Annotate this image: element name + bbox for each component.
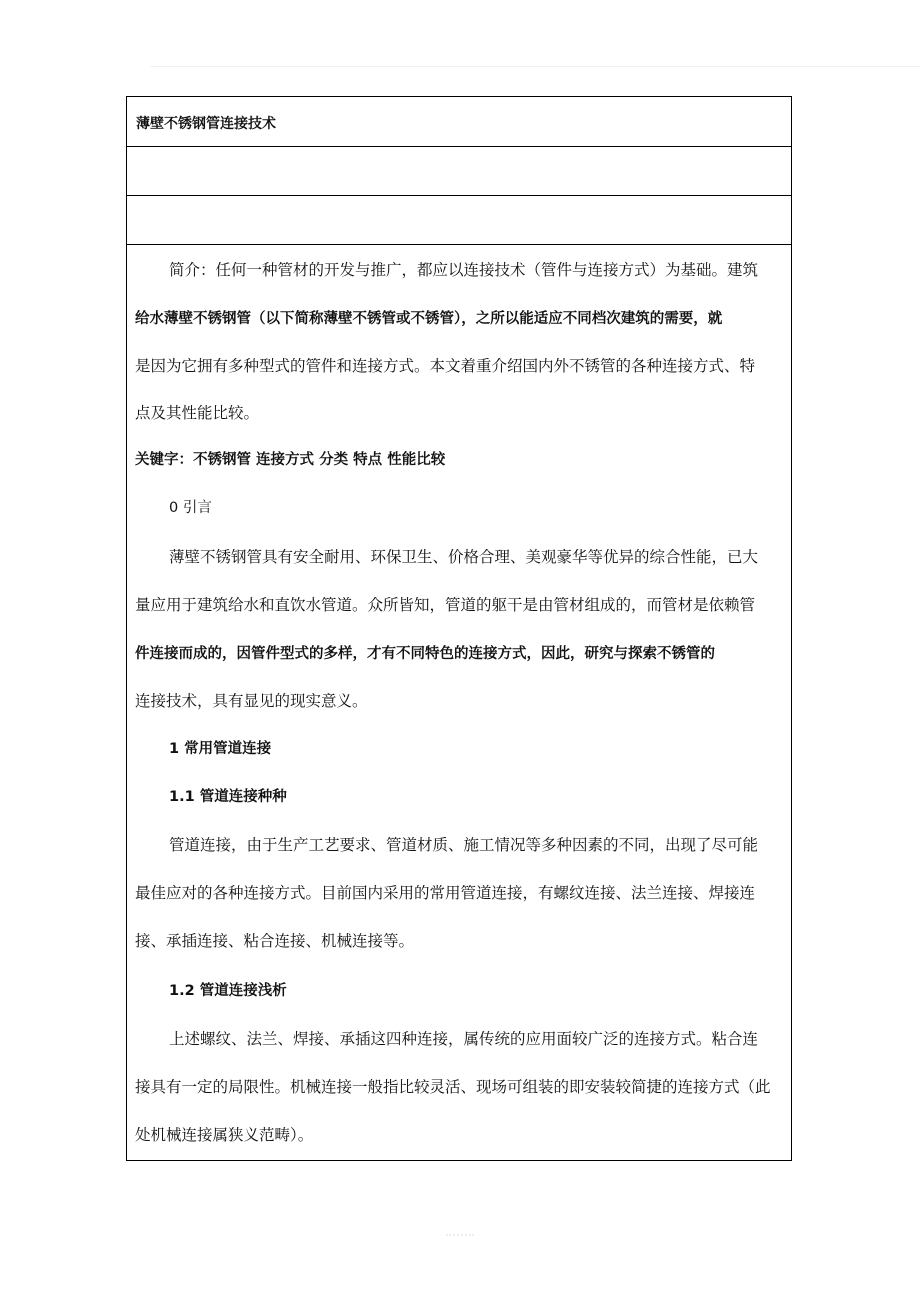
paragraph-line: 连接技术，具有显见的现实意义。: [135, 692, 368, 710]
document-table: [126, 96, 792, 1161]
title-row: [127, 97, 791, 147]
document-title: 薄壁不锈钢管连接技术: [136, 116, 276, 132]
paragraph-line: 件连接而成的，因管件型式的多样，才有不同特色的连接方式，因此，研究与探索不锈管的: [135, 646, 715, 662]
subsection-heading: 1.2 管道连接浅析: [169, 983, 287, 999]
section-heading: 1 常用管道连接: [169, 741, 272, 757]
paragraph-line: 上述螺纹、法兰、焊接、承插这四种连接，属传统的应用面较广泛的连接方式。粘合连: [169, 1030, 759, 1048]
paragraph-line: 薄壁不锈钢管具有安全耐用、环保卫生、价格合理、美观豪华等优异的综合性能，已大: [169, 548, 759, 566]
paragraph-line: 接具有一定的局限性。机械连接一般指比较灵活、现场可组装的即安装较简捷的连接方式（此: [135, 1078, 771, 1096]
paragraph-line: 接、承插连接、粘合连接、机械连接等。: [135, 932, 415, 950]
abstract-line: 点及其性能比较。: [135, 404, 260, 422]
abstract-line: 给水薄壁不锈钢管（以下简称薄壁不锈管或不锈管），之所以能适应不同档次建筑的需要，就: [135, 311, 723, 327]
abstract-line: 是因为它拥有多种型式的管件和连接方式。本文着重介绍国内外不锈管的各种连接方式、特: [135, 357, 756, 375]
page-header-rule: [150, 66, 920, 67]
page-footer-mark: [446, 1234, 474, 1236]
paragraph-line: 处机械连接属狭义范畴）。: [135, 1126, 314, 1144]
section-heading: 0 引言: [169, 500, 212, 516]
empty-row: [127, 147, 791, 196]
subsection-heading: 1.1 管道连接种种: [169, 789, 287, 805]
paragraph-line: 量应用于建筑给水和直饮水管道。众所皆知，管道的躯干是由管材组成的，而管材是依赖管: [135, 596, 756, 614]
paragraph-line: 管道连接，由于生产工艺要求、管道材质、施工情况等多种因素的不同，出现了尽可能: [169, 836, 759, 854]
abstract-line: 简介：任何一种管材的开发与推广，都应以连接技术（管件与连接方式）为基础。建筑: [169, 261, 759, 279]
paragraph-line: 最佳应对的各种连接方式。目前国内采用的常用管道连接，有螺纹连接、法兰连接、焊接连: [135, 884, 756, 902]
empty-row: [127, 196, 791, 245]
keywords: 关键字：不锈钢管 连接方式 分类 特点 性能比较: [135, 452, 446, 468]
